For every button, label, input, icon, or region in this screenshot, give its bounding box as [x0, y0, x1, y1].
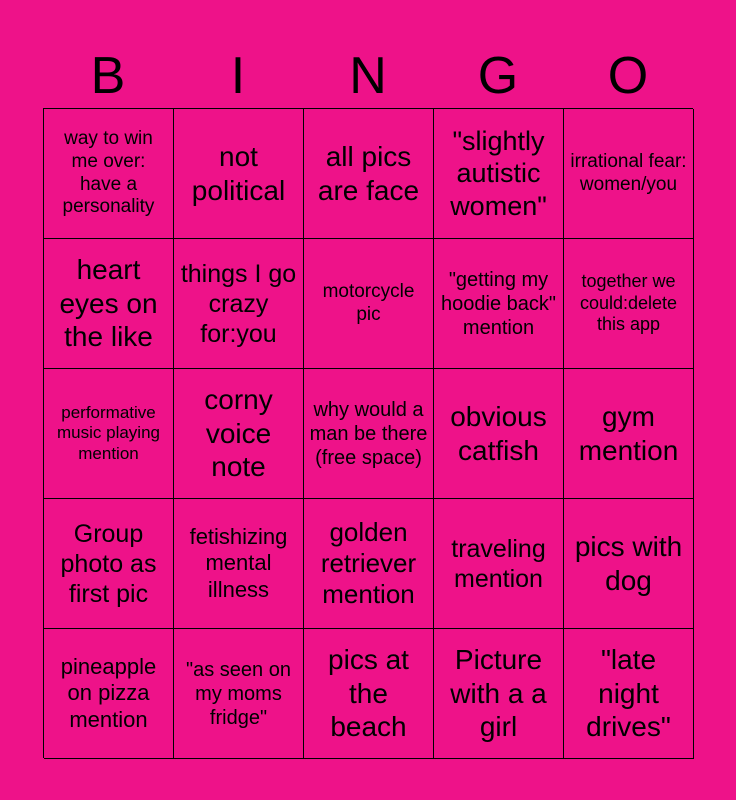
cell-text: motorcycle pic [322, 280, 415, 325]
header-letter-i: I [230, 47, 246, 105]
cell-text: corny voice note [204, 384, 273, 483]
bingo-cell-r3c2[interactable] [174, 369, 304, 499]
bingo-cell-r5c2[interactable] [174, 629, 304, 759]
cell-text: why would a man be there (free space) [309, 398, 428, 469]
header-letter-b: B [90, 47, 126, 105]
bingo-cell-r1c3[interactable] [304, 109, 434, 239]
bingo-cell-r2c5[interactable] [564, 239, 694, 369]
bingo-cell-r1c4[interactable] [434, 109, 564, 239]
cell-text: performative music playing mention [57, 402, 160, 463]
cell-text: pics at the beach [328, 644, 409, 743]
cell-text: not political [191, 140, 286, 206]
cell-text: irrational fear: women/you [570, 150, 687, 195]
cell-text: way to win me over: have a personality [62, 127, 155, 218]
header-letter-o: O [607, 47, 649, 105]
cell-text: gym mention [578, 400, 679, 466]
cell-text: fetishizing mental illness [189, 523, 288, 602]
cell-text: "slightly autistic women" [450, 125, 547, 221]
bingo-cell-r5c1[interactable] [44, 629, 174, 759]
bingo-header [43, 44, 693, 108]
bingo-cell-r3c3[interactable] [304, 369, 434, 499]
bingo-grid [43, 108, 693, 758]
cell-text: Picture with a a girl [450, 644, 547, 743]
bingo-cell-r3c4[interactable] [434, 369, 564, 499]
bingo-cell-r1c2[interactable] [174, 109, 304, 239]
cell-text: together we could:delete this app [579, 271, 678, 335]
cell-text: "late night drives" [586, 644, 671, 743]
bingo-cell-r3c1[interactable] [44, 369, 174, 499]
cell-text: things I go crazy for:you [180, 259, 297, 348]
bingo-cell-r4c3[interactable] [304, 499, 434, 629]
bingo-cell-r5c4[interactable] [434, 629, 564, 759]
cell-text: heart eyes on the like [59, 254, 158, 353]
cell-text: Group photo as first pic [60, 519, 157, 608]
cell-text: "as seen on my moms fridge" [186, 658, 291, 729]
bingo-cell-r4c1[interactable] [44, 499, 174, 629]
cell-text: "getting my hoodie back" mention [441, 268, 556, 339]
cell-text: all pics are face [317, 140, 420, 206]
bingo-cell-r2c2[interactable] [174, 239, 304, 369]
bingo-cell-r1c1[interactable] [44, 109, 174, 239]
bingo-cell-r5c5[interactable] [564, 629, 694, 759]
bingo-cell-r1c5[interactable] [564, 109, 694, 239]
bingo-cell-r5c3[interactable] [304, 629, 434, 759]
bingo-cell-r3c5[interactable] [564, 369, 694, 499]
bingo-cell-r2c1[interactable] [44, 239, 174, 369]
bingo-cell-r4c5[interactable] [564, 499, 694, 629]
cell-text: pics with dog [574, 530, 683, 596]
header-letter-n: N [349, 47, 387, 105]
bingo-cell-r2c3[interactable] [304, 239, 434, 369]
bingo-cell-r4c4[interactable] [434, 499, 564, 629]
cell-text: traveling mention [451, 534, 546, 593]
cell-text: golden retriever mention [320, 516, 417, 610]
header-letter-g: G [477, 47, 519, 105]
cell-text: pineapple on pizza mention [60, 653, 157, 732]
cell-text: obvious catfish [450, 400, 547, 466]
bingo-cell-r2c4[interactable] [434, 239, 564, 369]
bingo-cell-r4c2[interactable] [174, 499, 304, 629]
